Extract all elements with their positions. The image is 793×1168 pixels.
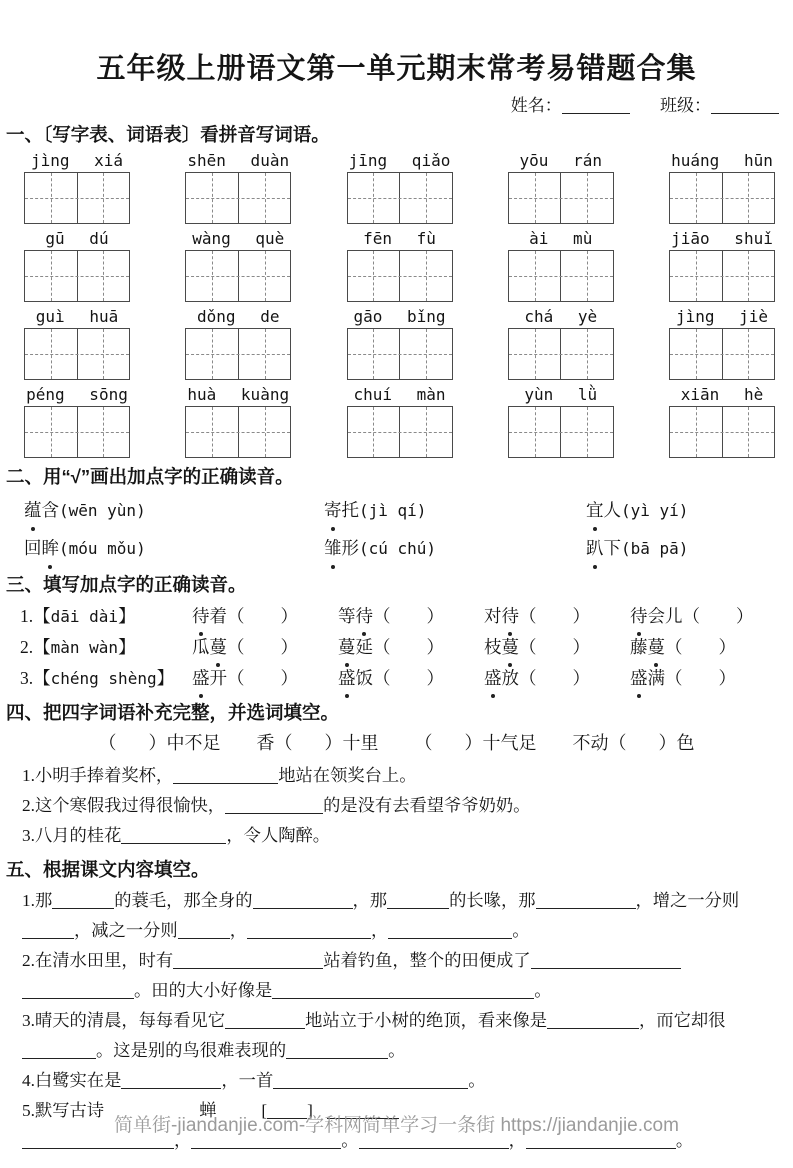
writing-cell <box>25 173 77 223</box>
word: 盛开 <box>192 668 227 688</box>
pinyin-options: (yì yí) <box>621 501 689 520</box>
writing-box <box>669 328 775 380</box>
text: 中不足 <box>166 733 221 753</box>
pinyin-label: huà kuàng <box>187 385 290 404</box>
writing-cell <box>25 329 77 379</box>
writing-box <box>508 172 614 224</box>
pronunciation-item <box>24 531 324 566</box>
paren-blank: （ ） <box>227 637 298 657</box>
writing-cell <box>399 173 452 223</box>
text: 。 <box>341 1131 359 1150</box>
paren-blank: （ ） <box>373 668 444 688</box>
paren-blank: （ ） <box>608 733 677 753</box>
writing-cell <box>348 407 400 457</box>
pronunciation-item <box>586 493 793 528</box>
pronunciation-item <box>324 531 586 566</box>
text: 1.小明手捧着奖杯， <box>22 766 174 785</box>
name-label: 姓名： <box>510 96 562 115</box>
writing-cell <box>509 407 561 457</box>
pinyin-write-grid <box>0 151 793 458</box>
paren-blank: （ ） <box>519 637 590 657</box>
paren-blank: （ ） <box>665 668 736 688</box>
fill-blank-sentence <box>0 946 793 1006</box>
writing-box <box>185 250 291 302</box>
blank-line <box>273 1071 468 1089</box>
blank-line <box>388 921 512 939</box>
pinyin-options: (jì qí) <box>359 501 427 520</box>
pinyin-word-cell <box>345 229 455 302</box>
word-with-paren <box>630 632 776 663</box>
fill-blank-sentence <box>0 821 793 851</box>
text: 2.在清水田里，时有 <box>22 951 174 970</box>
pronunciation-fill-row <box>0 601 793 632</box>
text: 香 <box>256 733 275 753</box>
word-with-paren <box>338 601 484 632</box>
writing-cell <box>722 251 775 301</box>
paren-gap <box>117 748 149 749</box>
dotted-char: 趴 <box>586 531 604 565</box>
word: 蔓延 <box>338 637 373 657</box>
writing-box <box>24 250 130 302</box>
word-with-paren <box>192 663 338 694</box>
writing-box <box>24 406 130 458</box>
dotted-char: 盛 <box>338 663 356 694</box>
word: 待会儿 <box>630 606 683 626</box>
word-with-paren <box>484 663 630 694</box>
section3-heading: 三、填写加点字的正确读音。 <box>6 574 247 595</box>
writing-cell <box>77 329 130 379</box>
text: ， <box>508 1131 526 1150</box>
pinyin-row <box>0 151 793 224</box>
word: 趴下 <box>586 538 621 558</box>
writing-cell <box>186 329 238 379</box>
writing-cell <box>77 173 130 223</box>
writing-cell <box>238 251 291 301</box>
writing-cell <box>722 173 775 223</box>
paren-blank: （ ） <box>274 733 343 753</box>
bracket-close: ] <box>307 1101 313 1120</box>
dotted-char: 盛 <box>630 663 648 694</box>
pronunciation-item <box>586 531 793 566</box>
writing-cell <box>186 407 238 457</box>
bracket-open: [ <box>261 1101 268 1120</box>
writing-cell <box>238 407 291 457</box>
blank-line <box>121 1071 221 1089</box>
writing-cell <box>670 173 722 223</box>
idiom-fill-items <box>0 761 793 851</box>
pinyin-choices: dāi dài <box>50 607 119 626</box>
pinyin-word-cell <box>506 229 616 302</box>
text: 的是没有去看望爷爷奶奶。 <box>323 796 531 815</box>
writing-box <box>508 250 614 302</box>
writing-box <box>669 250 775 302</box>
blank-line <box>247 921 371 939</box>
text: 。 <box>388 1041 406 1060</box>
word: 蕴含 <box>24 500 59 520</box>
blank-line <box>531 951 681 969</box>
text: 蝉 <box>199 1101 217 1120</box>
text: 的蓑毛，那全身的 <box>114 891 253 910</box>
word: 对待 <box>484 606 519 626</box>
pinyin-row <box>0 307 793 380</box>
fill-blank-sentence <box>0 886 793 946</box>
paren-blank: （ ） <box>665 637 736 657</box>
class-label: 班级： <box>660 96 711 115</box>
dotted-char: 待 <box>502 601 520 632</box>
writing-box <box>185 328 291 380</box>
blank-line <box>173 951 323 969</box>
word-with-paren <box>630 663 776 694</box>
word: 藤蔓 <box>630 637 665 657</box>
word-with-paren <box>192 601 338 632</box>
blank-line <box>22 921 74 939</box>
idiom-blank <box>573 729 695 755</box>
pinyin-label: chá yè <box>524 307 598 326</box>
writing-cell <box>238 173 291 223</box>
text: 。 <box>512 921 530 940</box>
pinyin-key: 2.【màn wàn】 <box>20 637 136 657</box>
writing-box <box>347 250 453 302</box>
paren-gap <box>245 683 281 684</box>
dotted-char: 待 <box>630 601 648 632</box>
word: 雏形 <box>324 538 359 558</box>
fill-blank-sentence <box>0 791 793 821</box>
writing-cell <box>670 251 722 301</box>
pinyin-label: jiāo shuǐ <box>671 229 773 248</box>
pinyin-choices: chéng shèng <box>50 669 157 688</box>
section2-heading: 二、用“√”画出加点字的正确读音。 <box>6 466 294 487</box>
pinyin-label: dǒng de <box>197 307 280 326</box>
pinyin-word-cell <box>183 307 293 380</box>
dotted-char: 蔓 <box>648 632 666 663</box>
dotted-char: 盛 <box>192 663 210 694</box>
pinyin-row <box>0 229 793 302</box>
pinyin-label: shēn duàn <box>187 151 290 170</box>
writing-cell <box>560 329 613 379</box>
text: 5.默写古诗 <box>22 1101 105 1120</box>
dotted-char: 蔓 <box>338 632 356 663</box>
paren-blank: （ ） <box>519 606 590 626</box>
paren-blank: （ ） <box>682 606 754 626</box>
text: 。田的大小好像是 <box>134 981 273 1000</box>
pinyin-word-cell <box>667 229 777 302</box>
pinyin-word-cell <box>22 385 132 458</box>
paren-blank: （ ） <box>519 668 590 688</box>
pronunciation-item <box>324 493 586 528</box>
paren-blank: （ ） <box>414 733 483 753</box>
text: 站着钓鱼，整个的田便成了 <box>323 951 531 970</box>
pinyin-word-cell <box>22 229 132 302</box>
name-class-bar <box>0 91 793 116</box>
pinyin-label: yōu rán <box>519 151 602 170</box>
blank-line <box>253 891 353 909</box>
pinyin-word-cell <box>667 151 777 224</box>
writing-box <box>24 328 130 380</box>
text: 。这是别的鸟很难表现的 <box>96 1041 287 1060</box>
text: 十气足 <box>482 733 537 753</box>
writing-cell <box>77 407 130 457</box>
section1-heading: 一、〔写字表、词语表〕看拼音写词语。 <box>6 124 330 145</box>
text: ，令人陶醉。 <box>226 826 331 845</box>
pinyin-label: gū dú <box>45 229 109 248</box>
fill-blank-sentence <box>0 761 793 791</box>
writing-cell <box>399 329 452 379</box>
pronunciation-item <box>24 493 324 528</box>
pinyin-word-cell <box>183 385 293 458</box>
paren-gap <box>391 683 427 684</box>
text: 不动 <box>572 733 609 753</box>
pinyin-options: (cú chú) <box>359 539 437 558</box>
text: 。 <box>468 1071 486 1090</box>
paren-blank: （ ） <box>373 637 444 657</box>
pinyin-options: (wēn yùn) <box>59 501 146 520</box>
blank-line <box>121 826 226 844</box>
pronunciation-fill-row <box>0 663 793 694</box>
paren-gap <box>683 683 719 684</box>
writing-box <box>669 172 775 224</box>
text: ，而它却很 <box>639 1011 726 1030</box>
text: 3.晴天的清晨，每每看见它 <box>22 1011 226 1030</box>
dotted-char: 盛 <box>484 663 502 694</box>
writing-cell <box>560 407 613 457</box>
dotted-char: 待 <box>192 601 210 632</box>
pinyin-row <box>0 385 793 458</box>
text: 4.白鹭实在是 <box>22 1071 122 1090</box>
writing-cell <box>399 251 452 301</box>
writing-cell <box>186 251 238 301</box>
paren-blank: （ ） <box>227 606 298 626</box>
idiom-completion-line <box>0 729 793 755</box>
paren-gap <box>537 621 573 622</box>
dotted-char: 寄 <box>324 493 342 527</box>
blank-line <box>178 921 230 939</box>
pinyin-label: jìng jiè <box>675 307 769 326</box>
pinyin-word-cell <box>22 307 132 380</box>
section4-heading: 四、把四字词语补充完整，并选词填空。 <box>6 702 340 723</box>
text: 十里 <box>342 733 379 753</box>
fill-blank-sentence <box>0 1066 793 1096</box>
paren-gap <box>537 683 573 684</box>
word-with-paren <box>192 632 338 663</box>
writing-cell <box>722 329 775 379</box>
section5-heading: 五、根据课文内容填空。 <box>6 859 210 880</box>
dotted-char: 蔓 <box>210 632 228 663</box>
text: ，减之一分则 <box>74 921 178 940</box>
word-with-paren <box>630 601 776 632</box>
writing-cell <box>560 251 613 301</box>
writing-cell <box>238 329 291 379</box>
text: ，那 <box>352 891 388 910</box>
pinyin-choices: màn wàn <box>50 638 119 657</box>
text: 。 <box>534 981 552 1000</box>
pinyin-key: 3.【chéng shèng】 <box>20 668 175 688</box>
word: 盛放 <box>484 668 519 688</box>
pinyin-word-cell <box>22 151 132 224</box>
paren-gap <box>537 652 573 653</box>
dotted-char: 宜 <box>586 493 604 527</box>
pinyin-label: guì huā <box>35 307 119 326</box>
writing-cell <box>722 407 775 457</box>
word: 宜人 <box>586 500 621 520</box>
writing-box <box>508 406 614 458</box>
pinyin-label: chuí màn <box>353 385 446 404</box>
text: 1.那 <box>22 891 53 910</box>
pinyin-label: wàng què <box>192 229 285 248</box>
blank-line <box>225 796 323 814</box>
dotted-char: 雏 <box>324 531 342 565</box>
blank-line <box>173 766 278 784</box>
blank-line <box>547 1011 639 1029</box>
writing-box <box>185 172 291 224</box>
dotted-char: 蕴 <box>24 493 42 527</box>
writing-box <box>347 172 453 224</box>
paren-blank: （ ） <box>373 606 444 626</box>
pinyin-label: yùn lǜ <box>524 385 598 404</box>
text: ， <box>174 1131 192 1150</box>
paren-gap <box>245 621 281 622</box>
pinyin-word-cell <box>506 151 616 224</box>
writing-box <box>508 328 614 380</box>
blank-line <box>286 1041 388 1059</box>
pinyin-options: (móu mǒu) <box>59 539 146 558</box>
writing-cell <box>399 407 452 457</box>
word-with-paren <box>484 601 630 632</box>
writing-cell <box>509 329 561 379</box>
text: ， <box>371 921 389 940</box>
pinyin-word-cell <box>506 385 616 458</box>
writing-box <box>24 172 130 224</box>
idiom-blank <box>257 729 379 755</box>
pinyin-label: fēn fù <box>363 229 436 248</box>
word: 盛饭 <box>338 668 373 688</box>
writing-cell <box>670 407 722 457</box>
blank-line <box>387 891 449 909</box>
writing-box <box>347 406 453 458</box>
word-with-paren <box>338 632 484 663</box>
paren-gap <box>293 748 325 749</box>
text: ， <box>229 921 247 940</box>
blank-line <box>272 981 534 999</box>
pinyin-word-cell <box>183 229 293 302</box>
word: 瓜蔓 <box>192 637 227 657</box>
pinyin-word-cell <box>506 307 616 380</box>
text: 2.这个寒假我过得很愉快， <box>22 796 226 815</box>
pronunciation-fill-row <box>0 632 793 663</box>
writing-cell <box>25 251 77 301</box>
paren-blank: （ ） <box>98 733 167 753</box>
pinyin-word-cell <box>345 151 455 224</box>
text: 地站在领奖台上。 <box>278 766 417 785</box>
watermark: 简单街-jiandanjie.com-学科网简单学习一条街 https://jiandanjie.com <box>114 1115 679 1136</box>
pinyin-label: huáng hūn <box>671 151 773 170</box>
pinyin-label: xiān hè <box>680 385 764 404</box>
writing-box <box>347 328 453 380</box>
paren-gap <box>433 748 465 749</box>
pinyin-options: (bā pā) <box>621 539 689 558</box>
word-with-paren <box>338 663 484 694</box>
pinyin-word-cell <box>183 151 293 224</box>
writing-cell <box>77 251 130 301</box>
paren-blank: （ ） <box>227 668 298 688</box>
pinyin-key: 1.【dāi dài】 <box>20 606 136 626</box>
writing-cell <box>25 407 77 457</box>
pinyin-word-cell <box>667 307 777 380</box>
paren-gap <box>391 652 427 653</box>
pinyin-word-cell <box>345 385 455 458</box>
idiom-blank <box>99 729 221 755</box>
text: ，增之一分则 <box>635 891 740 910</box>
pronunciation-fill-rows <box>0 601 793 694</box>
writing-box <box>185 406 291 458</box>
worksheet-page <box>0 46 793 1168</box>
class-blank <box>711 96 779 114</box>
writing-cell <box>560 173 613 223</box>
word: 待着 <box>192 606 227 626</box>
paren-gap <box>700 621 736 622</box>
writing-cell <box>509 173 561 223</box>
writing-cell <box>670 329 722 379</box>
text: 。 <box>675 1131 694 1150</box>
paren-gap <box>683 652 719 653</box>
writing-cell <box>348 251 400 301</box>
word: 等待 <box>338 606 373 626</box>
paren-gap <box>245 652 281 653</box>
blank-line <box>225 1011 305 1029</box>
text: 3.八月的桂花 <box>22 826 122 845</box>
idiom-blank <box>415 729 537 755</box>
pinyin-label: ài mù <box>529 229 593 248</box>
writing-cell <box>348 329 400 379</box>
text: ，一首 <box>221 1071 274 1090</box>
word: 寄托 <box>324 500 359 520</box>
name-blank <box>562 96 630 114</box>
paren-gap <box>627 748 659 749</box>
writing-cell <box>509 251 561 301</box>
pinyin-label: gāo bǐng <box>353 307 446 326</box>
pinyin-label: jìng xiá <box>30 151 124 170</box>
word: 盛满 <box>630 668 665 688</box>
writing-box <box>669 406 775 458</box>
pinyin-word-cell <box>667 385 777 458</box>
page-title: 五年级上册语文第一单元期末常考易错题合集 <box>96 53 697 85</box>
blank-line <box>22 1041 96 1059</box>
writing-cell <box>186 173 238 223</box>
dotted-char: 眸 <box>42 531 60 565</box>
word: 回眸 <box>24 538 59 558</box>
dotted-char: 蔓 <box>502 632 520 663</box>
pronunciation-choice-grid <box>0 493 793 566</box>
word: 枝蔓 <box>484 637 519 657</box>
text: 色 <box>676 733 695 753</box>
blank-line <box>52 891 114 909</box>
paren-gap <box>391 621 427 622</box>
blank-line <box>22 981 134 999</box>
dotted-char: 待 <box>356 601 374 632</box>
text: 的长喙，那 <box>449 891 536 910</box>
fill-blank-sentence <box>0 1006 793 1066</box>
blank-line <box>536 891 636 909</box>
text: 地站立于小树的绝顶，看来像是 <box>305 1011 548 1030</box>
pinyin-label: péng sōng <box>26 385 128 404</box>
pinyin-label: jīng qiǎo <box>348 151 451 170</box>
writing-cell <box>348 173 400 223</box>
word-with-paren <box>484 632 630 663</box>
pinyin-word-cell <box>345 307 455 380</box>
